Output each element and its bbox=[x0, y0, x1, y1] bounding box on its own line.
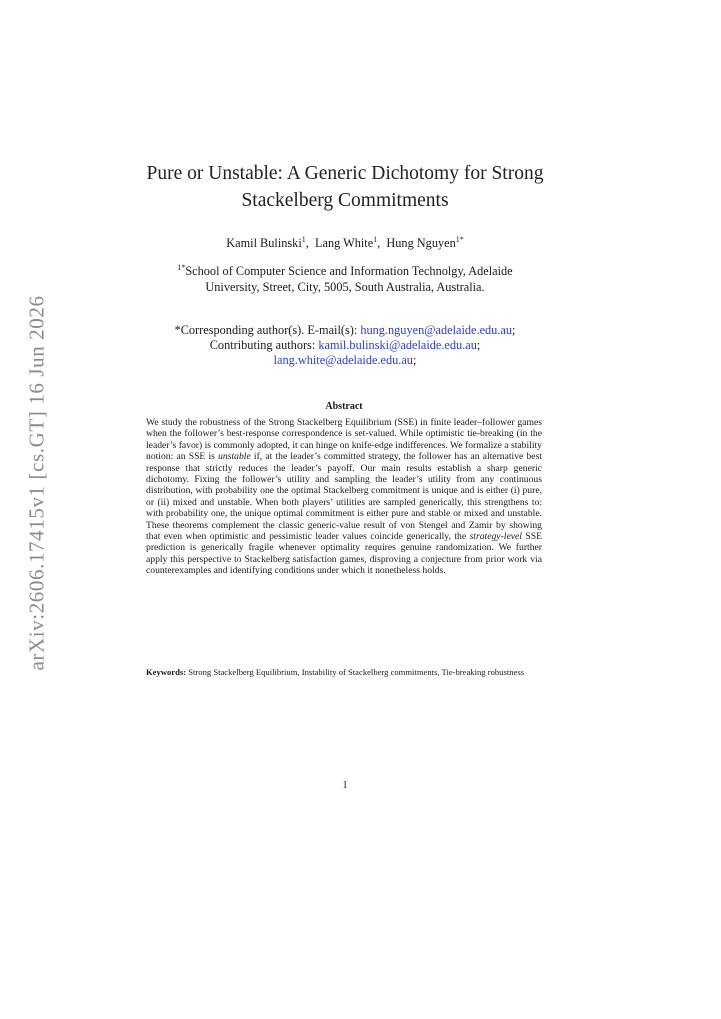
author-name: Lang White bbox=[314, 236, 374, 251]
arxiv-id-label: arXiv:2606.17415v1 [cs.GT] 16 Jun 2026 bbox=[24, 295, 49, 671]
arxiv-sidebar-stamp bbox=[17, 295, 57, 671]
paper-title bbox=[130, 160, 560, 214]
contributing-label: Contributing authors: bbox=[209, 338, 319, 352]
affiliation-marker: 1* bbox=[177, 263, 186, 272]
abstract-heading: Abstract bbox=[325, 401, 363, 412]
keywords-label: Keywords: bbox=[146, 667, 187, 677]
author-list: Kamil Bulinski$^1$, Lang White$^1$, Hung Nguyen$^{1*}$ bbox=[226, 235, 464, 251]
emphasis-unstable: unstable bbox=[218, 451, 251, 463]
emphasis-strategy-level: strategy-level bbox=[469, 531, 522, 543]
corresponding-label: *Corresponding author(s). E-mail(s): bbox=[174, 323, 361, 337]
keywords bbox=[146, 667, 542, 677]
corresponding-email-link[interactable]: hung.nguyen@adelaide.edu.au bbox=[360, 323, 513, 337]
affiliation-line-2: University, Street, City, 5005, South Australia, Australia. bbox=[205, 280, 485, 295]
author-name: Hung Nguyen bbox=[386, 236, 456, 251]
contact-info: *Corresponding author(s). E-mail(s): hung.nguyen@adelaide.edu.au; Contributing authors: kamil.bulinski@adelaide.edu.au; lang.white@adelaide.edu.au; bbox=[174, 323, 516, 367]
author-name: Kamil Bulinski bbox=[226, 236, 302, 251]
author-affil-marker: 1 bbox=[373, 235, 378, 244]
title-line-2: Stackelberg Commitments bbox=[241, 190, 449, 211]
title-line-1: Pure or Unstable: A Generic Dichotomy for Strong bbox=[146, 163, 544, 184]
author-affil-marker: 1* bbox=[455, 235, 464, 244]
author-affil-marker: 1 bbox=[301, 235, 306, 244]
keywords-text: Strong Stackelberg Equilibrium, Instability of Stackelberg commitments, Tie-breaking robustness bbox=[186, 667, 525, 677]
abstract-body: We study the robustness of the Strong Stackelberg Equilibrium (SSE) in finite leader–follower games when the follower’s best-response correspondence is set-valued. While optimistic tie-breaking (in the leader’s favor) is commonly adopted, it can hinge on knife-edge indifferences. We formalize a stability notion: an SSE is unstable if, at the leader’s committed strategy, the follower has an alternative best response that strictly reduces the leader’s payoff. Our main results establish a sharp generic dichotomy. Fixing the follower’s utility and sampling the leader’s utility from any continuous distribution, with probability one the optimal Stackelberg commitment is unique and is either (i) pure, or (ii) mixed and unstable. When both players’ utilities are sampled generically, this strengthens to: with probability one, the unique optimal commitment is either pure and stable or mixed and unstable. These theorems complement the classic generic-value result of von Stengel and Zamir by showing that even when optimistic and pessimistic leader values coincide generically, the strategy-level SSE prediction is generically fragile whenever optimality requires genuine randomization. We further apply this perspective to Stackelberg satisfaction games, disproving a conjecture from prior work via counterexamples and identifying conditions under which it nonetheless holds. bbox=[146, 417, 542, 577]
affiliation-line-1: School of Computer Science and Information Technolgy, Adelaide bbox=[185, 264, 513, 279]
affiliation bbox=[140, 260, 550, 295]
contributing-email-link-1[interactable]: kamil.bulinski@adelaide.edu.au bbox=[318, 338, 477, 352]
contributing-email-link-2[interactable]: lang.white@adelaide.edu.au bbox=[273, 353, 413, 367]
page-number: 1 bbox=[342, 780, 348, 791]
